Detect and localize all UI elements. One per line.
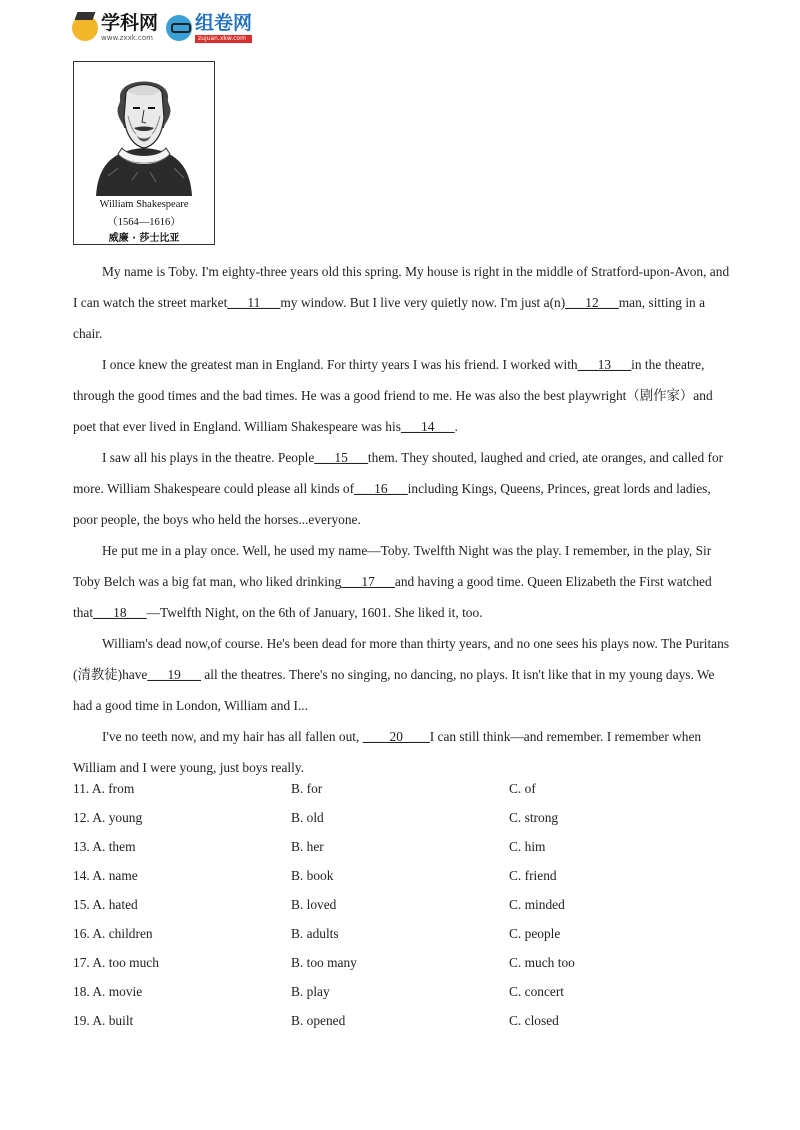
option-choice: C. people — [509, 925, 561, 941]
passage-text: I can still think—and remember. I remember when William and I were young, just boys really. — [73, 729, 702, 775]
option-row — [73, 919, 733, 948]
passage-text: my window. But I live very quietly now. I'm just a(n) — [280, 295, 566, 310]
passage-text: all the theatres. There's no singing, no dancing, no plays. It isn't like that in my young days. We had a good time in London, William and I... — [73, 667, 715, 713]
option-choice: 12. A. young — [73, 809, 143, 825]
option-choice: B. opened — [291, 1012, 346, 1028]
passage-text: in the theatre, through the good times and the bad times. He was a good friend to me. He was also the best playwright（剧作家）and poet that ever lived in England. William Shakespeare was his — [73, 357, 713, 434]
option-choice: C. friend — [509, 867, 557, 883]
option-row — [73, 948, 733, 977]
option-choice: B. play — [291, 983, 330, 999]
passage-paragraph — [73, 442, 733, 535]
option-row — [73, 832, 733, 861]
passage-text: man, sitting in a chair. — [73, 295, 706, 341]
passage-text: —Twelfth Night, on the 6th of January, 1601. She liked it, too. — [146, 605, 483, 620]
passage-text: He put me in a play once. Well, he used my name—Toby. Twelfth Night was the play. I remember, in the play, Sir Toby Belch was a big fat man, who liked drinking — [73, 543, 712, 589]
option-choice: C. minded — [509, 896, 565, 912]
zujuan-logo-name: 组卷网 — [195, 11, 253, 34]
answer-blank: ___15___ — [314, 450, 368, 465]
option-row — [73, 861, 733, 890]
option-choice: C. him — [509, 838, 546, 854]
zxxk-logo-url: www.zxxk.com — [101, 34, 153, 42]
portrait-caption-years: （1564—1616） — [107, 217, 181, 228]
answer-blank: ___11___ — [227, 295, 281, 310]
zujuan-logo-url: zujuan.xkw.com — [195, 35, 252, 43]
passage-paragraph — [73, 349, 733, 442]
option-row — [73, 774, 733, 803]
option-choice: 16. A. children — [73, 925, 153, 941]
option-choice: C. of — [509, 780, 536, 796]
option-choice: 14. A. name — [73, 867, 138, 883]
passage-text: and having a good time. Queen Elizabeth the First watched that — [73, 574, 712, 620]
zujuan-logo — [166, 11, 253, 43]
option-choice: B. her — [291, 838, 324, 854]
option-choice: C. much too — [509, 954, 575, 970]
shakespeare-portrait — [73, 61, 215, 245]
shakespeare-engraving-image — [88, 68, 200, 196]
passage-text: . — [454, 419, 458, 434]
answer-blank: ___19___ — [147, 667, 201, 682]
option-choice: 17. A. too much — [73, 954, 159, 970]
portrait-caption-name: William Shakespeare — [99, 199, 189, 210]
zxxk-logo-name: 学科网 — [101, 12, 159, 34]
graduation-cap-icon — [72, 15, 98, 41]
option-choice: C. concert — [509, 983, 565, 999]
option-choice: B. for — [291, 780, 323, 796]
passage — [73, 256, 733, 783]
option-row — [73, 803, 733, 832]
option-choice: 11. A. from — [73, 780, 135, 796]
option-row — [73, 977, 733, 1006]
answer-blank: ___14___ — [400, 419, 455, 434]
passage-text: including Kings, Queens, Princes, great lords and ladies, poor people, the boys who held the horses...everyone. — [73, 481, 711, 527]
passage-text: I once knew the greatest man in England. For thirty years I was his friend. I worked with — [102, 357, 578, 372]
answer-blank: ____20____ — [362, 729, 430, 744]
option-choice: 18. A. movie — [73, 983, 143, 999]
passage-text: them. They shouted, laughed and cried, ate oranges, and called for more. William Shakespeare could please all kinds of — [73, 450, 724, 496]
passage-text: William's dead now,of course. He's been dead for more than thirty years, and no one sees his plays now. The Puritans (清教徒)have — [73, 636, 730, 682]
passage-text: I saw all his plays in the theatre. People — [102, 450, 315, 465]
answer-options — [73, 774, 733, 1035]
option-choice: B. too many — [291, 954, 357, 970]
option-choice: B. adults — [291, 925, 339, 941]
option-row — [73, 890, 733, 919]
answer-blank: ___12___ — [565, 295, 619, 310]
passage-paragraph — [73, 535, 733, 628]
portrait-caption-chinese: 威廉 · 莎士比亚 — [108, 233, 180, 244]
option-choice: 13. A. them — [73, 838, 136, 854]
option-choice: 19. A. built — [73, 1012, 134, 1028]
option-choice: B. old — [291, 809, 324, 825]
passage-text: My name is Toby. I'm eighty-three years old this spring. My house is right in the middle of Stratford-upon-Avon, and I can watch the street market — [73, 264, 730, 310]
header-logos — [72, 10, 252, 46]
option-choice: C. closed — [509, 1012, 559, 1028]
passage-text: I've no teeth now, and my hair has all fallen out, — [102, 729, 363, 744]
option-choice: B. book — [291, 867, 334, 883]
passage-paragraph — [73, 256, 733, 349]
answer-blank: ___17___ — [341, 574, 395, 589]
passage-paragraph — [73, 628, 733, 721]
option-choice: C. strong — [509, 809, 559, 825]
answer-blank: ___13___ — [577, 357, 632, 372]
owl-glasses-icon — [166, 15, 192, 41]
answer-blank: ___18___ — [93, 605, 147, 620]
answer-blank: ___16___ — [354, 481, 408, 496]
option-row — [73, 1006, 733, 1035]
option-choice: 15. A. hated — [73, 896, 138, 912]
option-choice: B. loved — [291, 896, 337, 912]
zxxk-logo — [72, 14, 158, 42]
